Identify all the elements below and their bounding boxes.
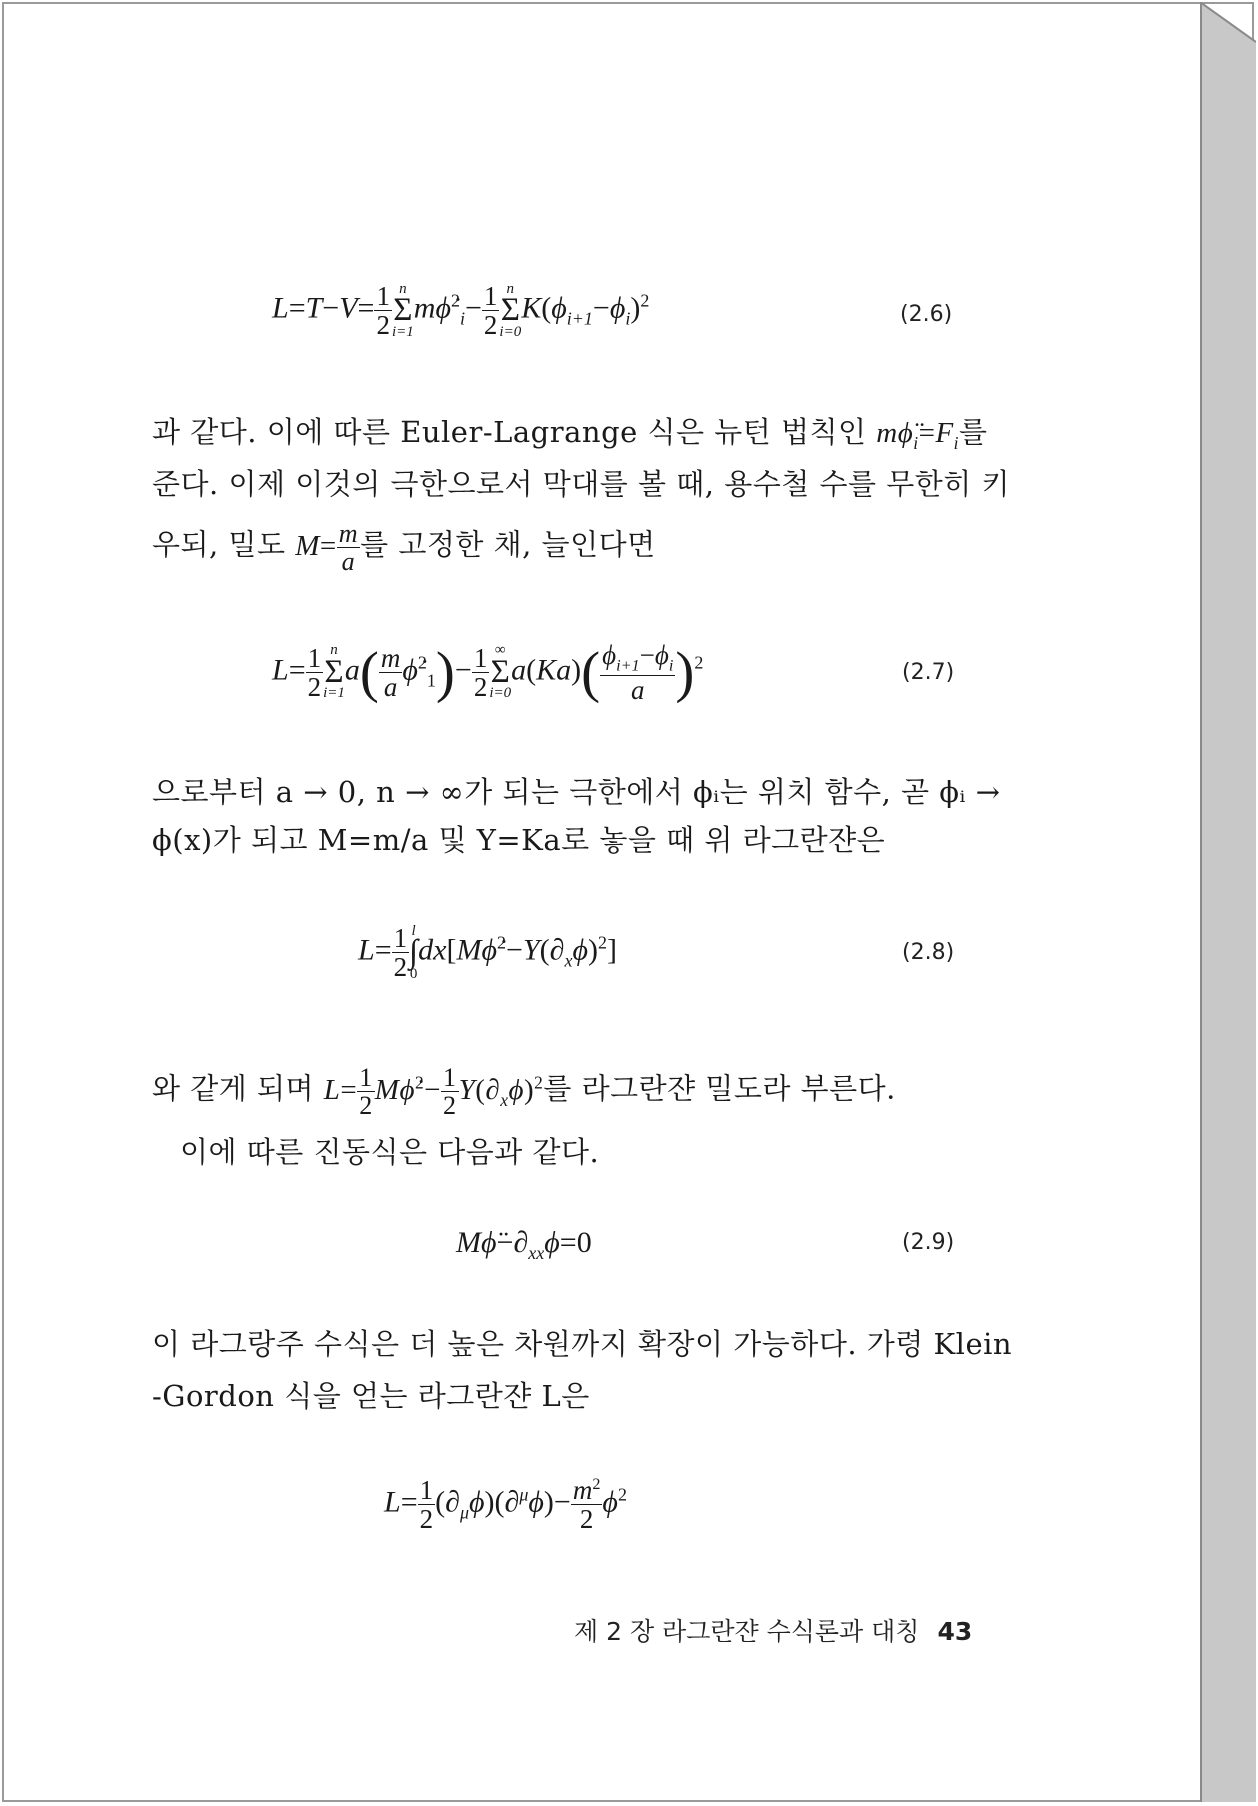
equation-klein-gordon-lagrangian: L= $\frac{1}{2}$ $(\partial_\mu\phi)(\partial^\mu\phi)-$ $\frac{m^2}{2}$ $\phi^2$ — [384, 1475, 627, 1535]
paragraph-text: 과 같다. 이에 따른 Euler-Lagrange 식은 뉴턴 법칙인 — [152, 415, 877, 449]
paragraph-1-line-3 — [152, 520, 656, 576]
chapter-title: 제 2 장 라그란쟌 수식론과 대칭 — [574, 1617, 920, 1646]
paragraph-text: 를 라그란쟌 밀도라 부른다. — [543, 1071, 896, 1106]
paragraph-1-line-1 — [152, 410, 988, 454]
paragraph-text: 우되, 밀도 — [152, 527, 296, 562]
page-number: 43 — [937, 1617, 973, 1646]
paragraph-4-line-2: -Gordon 식을 얻는 라그란쟌 L은 — [152, 1379, 590, 1413]
equation-number-2-9: (2.9) — [902, 1230, 955, 1255]
paragraph-1-line-2: 준다. 이제 이것의 극한으로서 막대를 볼 때, 용수철 수를 무한히 키 — [152, 467, 1010, 501]
page-edge-shadow — [1200, 2, 1256, 1802]
paragraph-3-line-2: 이에 따른 진동식은 다음과 같다. — [180, 1135, 600, 1169]
equation-number-2-6: (2.6) — [900, 302, 953, 327]
equation-2-8: L= $\frac{1}{2}$ l ∫ 0 $dx[M\phi̇^2-Y(\partial_x\phi)^2]$ — [358, 922, 617, 983]
equation-2-9: $M\phï-\partial_{xx}\phi=0$ — [456, 1226, 592, 1263]
inline-formula-lagrangian-density: L= $\frac{1}{2}$ Mϕ̇$^2$− $\frac{1}{2}$ $Y(\partial_x\phi)^2$ — [323, 1063, 544, 1121]
equation-2-6: L=T−V= $\frac{1}{2}$ n Σ i=1 mϕ̇$^2_i$− $\frac{1}{2}$ n Σ i=0 $K(\phi_{i+1}-\phi_i)^2$ — [272, 280, 650, 341]
paragraph-4-line-1: 이 라그랑주 수식은 더 높은 차원까지 확장이 가능하다. 가령 Klein — [152, 1327, 1013, 1361]
equation-number-2-8: (2.8) — [902, 940, 955, 965]
page-frame — [2, 2, 1254, 1802]
paragraph-2-line-1: 으로부터 a → 0, n → ∞가 되는 극한에서 ϕᵢ는 위치 함수, 곧 ϕᵢ → — [152, 775, 1001, 809]
running-footer — [574, 1612, 972, 1648]
equation-2-7: L= $\frac{1}{2}$ n Σ i=1 a( $\frac{m}{a}$ ϕ̇$^2_1$)− $\frac{1}{2}$ ∞ Σ i=0 a(Ka)( $\frac{\phi_{i+1}-\phi_i}{a}$ )$^2$ — [272, 640, 704, 705]
paragraph-2-line-2: ϕ(x)가 되고 M=m/a 및 Y=Ka로 놓을 때 위 라그란쟌은 — [152, 823, 886, 857]
inline-formula-density: M= $\frac{m}{a}$ — [295, 519, 359, 577]
inline-formula-newton: $m\phï_i=F_i$ — [876, 417, 960, 453]
equation-number-2-7: (2.7) — [902, 660, 955, 685]
paragraph-text: 와 같게 되며 — [152, 1071, 324, 1106]
paragraph-text: 를 고정한 채, 늘인다면 — [360, 527, 656, 562]
paragraph-3-line-1 — [152, 1064, 896, 1120]
paragraph-text: 를 — [959, 415, 988, 449]
